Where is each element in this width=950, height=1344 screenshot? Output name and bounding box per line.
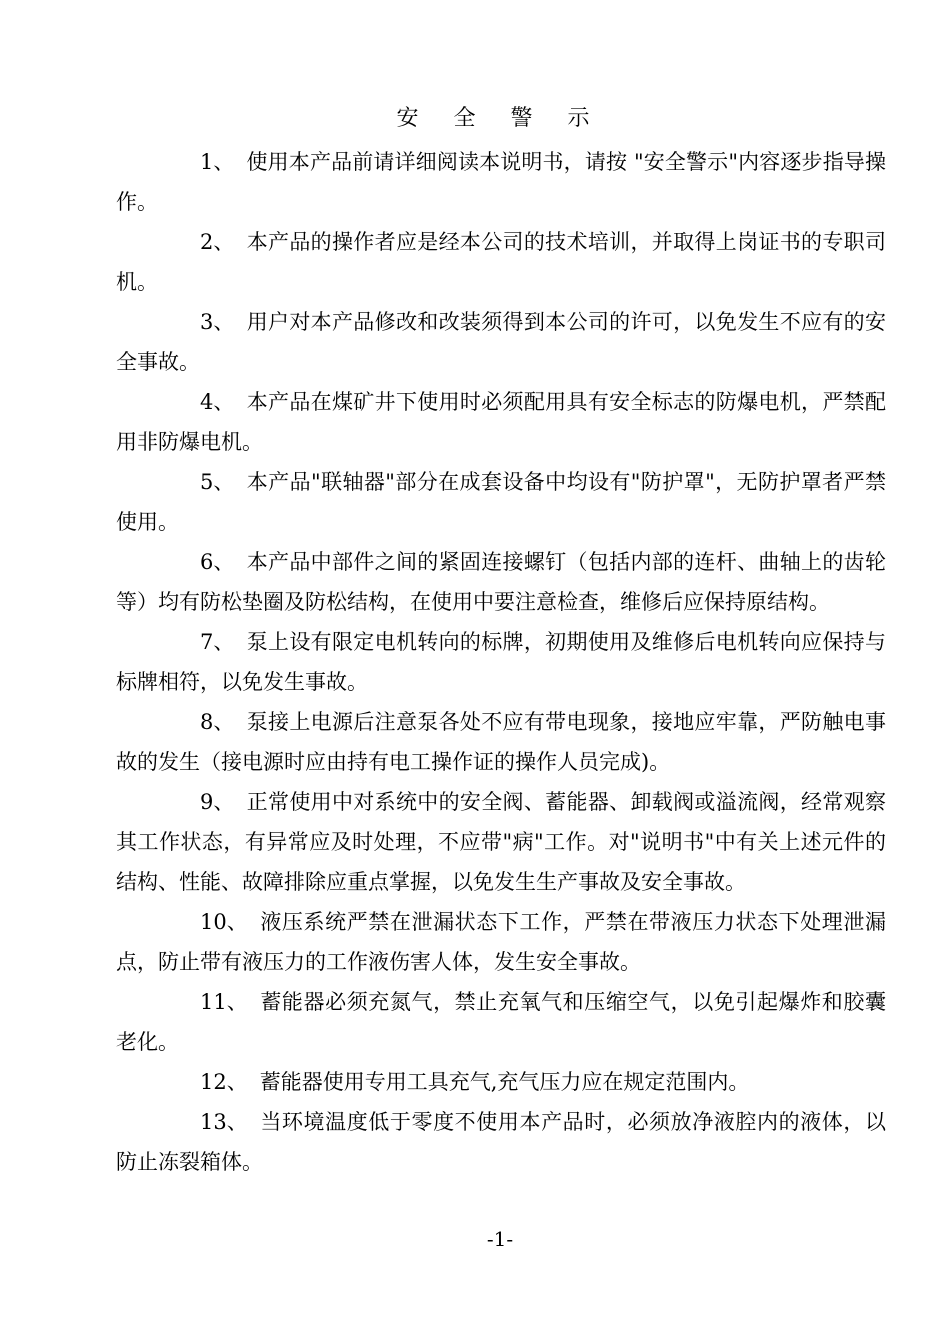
item-text: 液压系统严禁在泄漏状态下工作，严禁在带液压力状态下处理泄漏点，防止带有液压力的工作液伤害人体，发生安全事故。 <box>116 910 886 974</box>
item-number: 10、 <box>200 910 248 934</box>
list-item <box>116 622 886 702</box>
list-item <box>116 1062 886 1102</box>
list-item <box>116 142 886 222</box>
item-number: 6、 <box>200 550 235 574</box>
list-item <box>116 902 886 982</box>
item-number: 12、 <box>200 1070 248 1094</box>
item-number: 3、 <box>200 310 235 334</box>
item-text: 本产品中部件之间的紧固连接螺钉（包括内部的连杆、曲轴上的齿轮等）均有防松垫圈及防松结构，在使用中要注意检查，维修后应保持原结构。 <box>116 550 886 614</box>
item-text: 泵接上电源后注意泵各处不应有带电现象，接地应牢靠，严防触电事故的发生（接电源时应由持有电工操作证的操作人员完成)。 <box>116 710 886 774</box>
list-item <box>116 302 886 382</box>
list-item <box>116 982 886 1062</box>
item-number: 5、 <box>200 470 235 494</box>
list-item <box>116 462 886 542</box>
page-number: -1- <box>486 1227 514 1251</box>
item-number: 2、 <box>200 230 235 254</box>
warning-list <box>116 142 886 1182</box>
item-number: 4、 <box>200 390 235 414</box>
item-text: 正常使用中对系统中的安全阀、蓄能器、卸载阀或溢流阀，经常观察其工作状态，有异常应及时处理，不应带"病"工作。对"说明书"中有关上述元件的结构、性能、故障排除应重点掌握，以免发生生产事故及安全事故。 <box>116 790 886 894</box>
item-number: 1、 <box>200 150 235 174</box>
item-text: 本产品"联轴器"部分在成套设备中均设有"防护罩"，无防护罩者严禁使用。 <box>116 470 886 534</box>
item-text: 使用本产品前请详细阅读本说明书，请按 "安全警示"内容逐步指导操作。 <box>116 150 886 214</box>
list-item <box>116 382 886 462</box>
item-text: 本产品在煤矿井下使用时必须配用具有安全标志的防爆电机，严禁配用非防爆电机。 <box>116 390 886 454</box>
item-number: 13、 <box>200 1110 248 1134</box>
item-number: 8、 <box>200 710 235 734</box>
item-text: 本产品的操作者应是经本公司的技术培训，并取得上岗证书的专职司机。 <box>116 230 886 294</box>
list-item <box>116 542 886 622</box>
item-number: 9、 <box>200 790 235 814</box>
list-item <box>116 222 886 302</box>
item-text: 泵上设有限定电机转向的标牌，初期使用及维修后电机转向应保持与标牌相符，以免发生事故。 <box>116 630 886 694</box>
item-text: 蓄能器必须充氮气，禁止充氧气和压缩空气，以免引起爆炸和胶囊老化。 <box>116 990 886 1054</box>
item-text: 蓄能器使用专用工具充气,充气压力应在规定范围内。 <box>259 1070 750 1094</box>
item-number: 7、 <box>200 630 235 654</box>
item-text: 当环境温度低于零度不使用本产品时，必须放净液腔内的液体，以防止冻裂箱体。 <box>116 1110 886 1174</box>
list-item <box>116 782 886 902</box>
page-title: 安 全 警 示 <box>396 106 604 131</box>
item-text: 用户对本产品修改和改装须得到本公司的许可，以免发生不应有的安全事故。 <box>116 310 886 374</box>
item-number: 11、 <box>200 990 248 1014</box>
list-item <box>116 1102 886 1182</box>
list-item <box>116 702 886 782</box>
